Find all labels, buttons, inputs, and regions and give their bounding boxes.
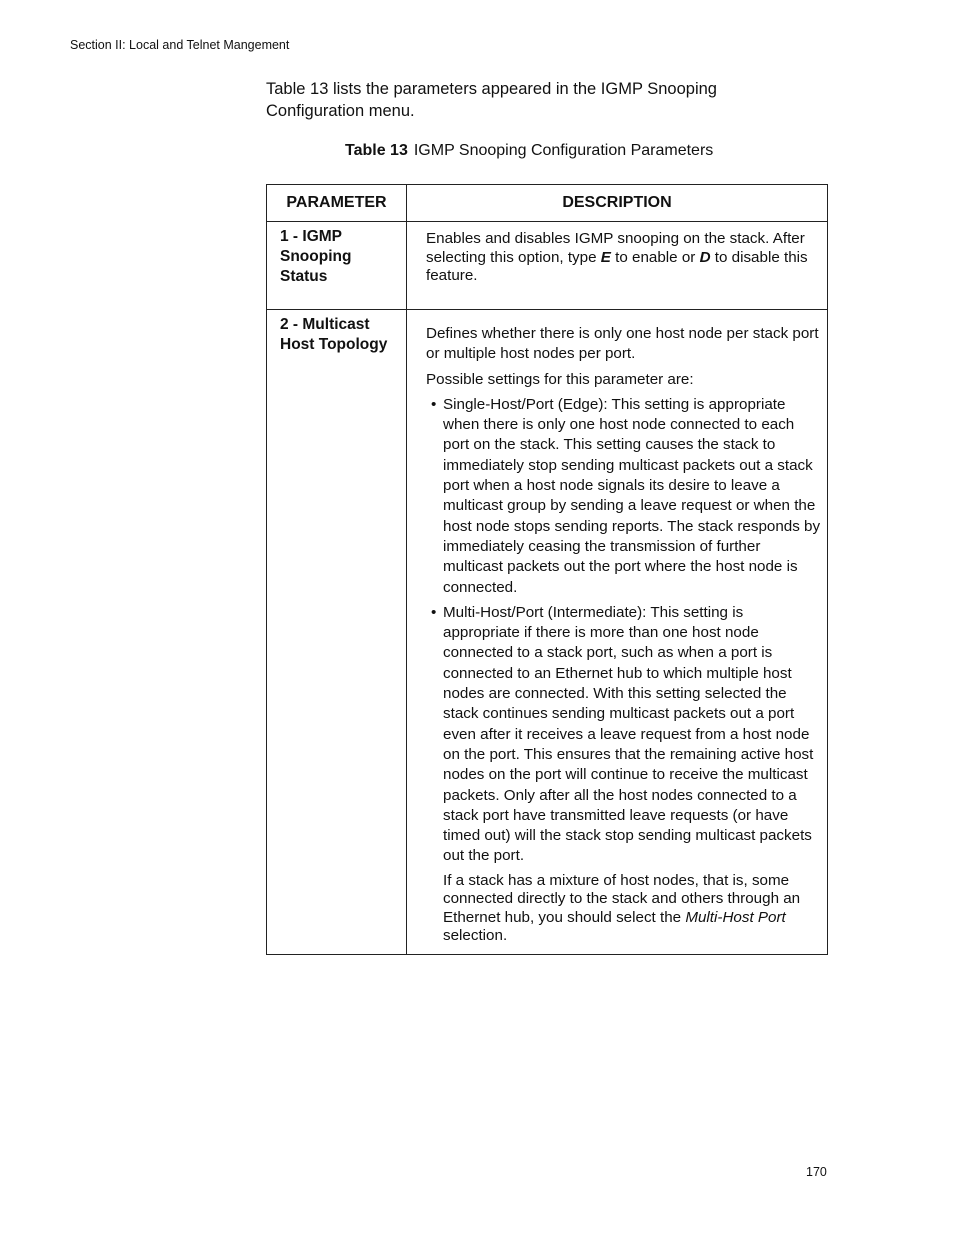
description-text [426,230,823,286]
description-segment: to enable or [610,248,700,266]
running-head: Section II: Local and Telnet Mangement [70,38,290,52]
settings-list [426,395,823,867]
description-intro: Defines whether there is only one host node per stack port or multiple host nodes per port. [426,325,819,363]
parameter-name: 2 - Multicast Host Topology [267,310,407,955]
parameter-description [407,222,828,310]
description-segment: Enables and disables IGMP snooping on the stack. After selecting this option, type [426,230,805,266]
note-emphasis: Multi-Host Port [685,908,786,926]
list-item [426,603,823,867]
disable-key: D [699,248,711,266]
bullet-icon: • [431,603,437,621]
table-caption [345,142,713,160]
bullet-icon: • [431,395,437,413]
table-row [267,222,828,310]
list-item [426,395,823,598]
parameter-name: 1 - IGMP Snooping Status [267,222,407,310]
parameters-table [266,184,828,955]
header-parameter: PARAMETER [267,185,407,222]
table-header-row [267,185,828,222]
description-segment: to disable this feature. [426,248,808,284]
setting-single-host: Single-Host/Port (Edge): This setting is appropriate when there is only one host node connected to each port on the stack. This setting causes the stack to immediately stop sending multicast packets out a stack port when a host node signals its desire to leave a multicast group by sending a leave request or when the host node stops sending reports. The stack responds by immediately ceasing the transmission of further multicast packets out the port where the host node is connected. [443,395,821,596]
table-caption-label: Table 13 [345,142,408,159]
setting-multi-host: Multi-Host/Port (Intermediate): This setting is appropriate if there is more than one host node connected to a stack port, such as when a port is connected to an Ethernet hub to which multiple host nodes are connected. With this setting selected the stack continues sending multicast packets out a port even after it receives a leave request from a host node on the port. This ensures that the remaining active host nodes on the port will continue to receive the multicast packets. Only after all the host nodes connected to a stack port have transmitted leave requests (or have timed out) will the stack stop sending multicast packets out the port. [443,603,814,865]
table-caption-title: IGMP Snooping Configuration Parameters [413,142,714,159]
note-segment: selection. [443,927,508,945]
mixture-note [443,872,823,946]
possible-settings-label: Possible settings for this parameter are: [426,370,694,388]
header-description: DESCRIPTION [407,185,828,222]
page-number: 170 [806,1165,827,1179]
table-row [267,310,828,955]
intro-paragraph: Table 13 lists the parameters appeared in the IGMP Snooping Configuration menu. [266,80,717,120]
note-segment: If a stack has a mixture of host nodes, that is, some connected directly to the stack and others through an Ethernet hub, you should select the [443,871,801,926]
parameter-description [407,310,828,955]
enable-key: E [600,248,611,266]
